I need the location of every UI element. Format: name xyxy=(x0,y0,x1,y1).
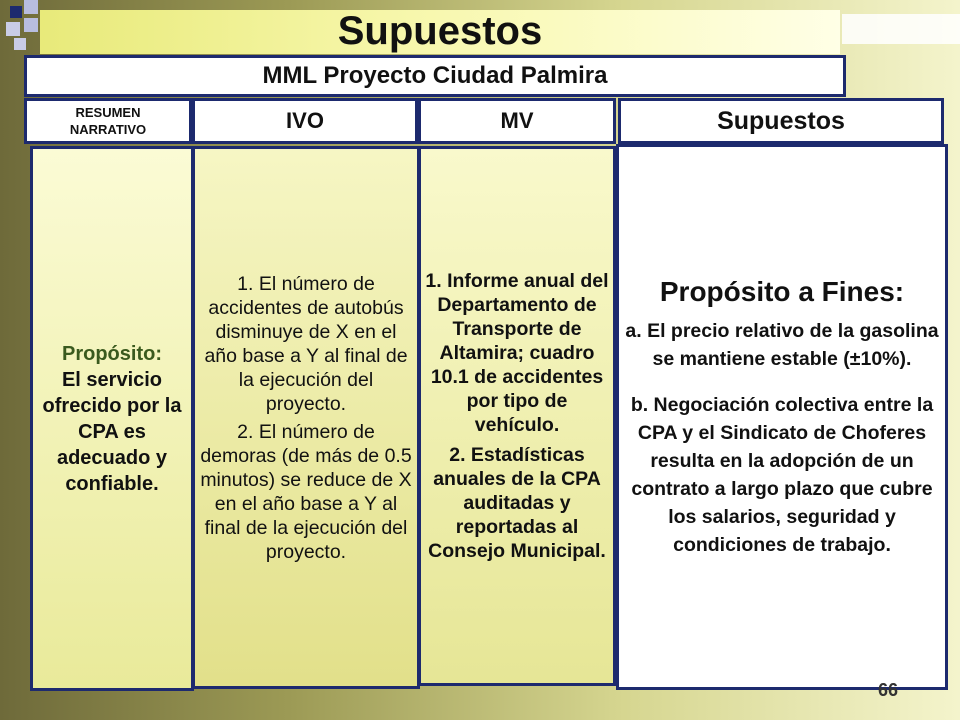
square-light xyxy=(24,18,38,32)
matrix-banner: MML Proyecto Ciudad Palmira xyxy=(24,55,846,97)
header-mv: MV xyxy=(418,98,616,144)
header-resumen-line2: NARRATIVO xyxy=(69,122,147,137)
header-resumen-narrativo xyxy=(24,98,192,144)
header-supuestos: Supuestos xyxy=(618,98,944,144)
ivo-item-2: 2. El número de demoras (de más de 0.5 minutos) se reduce de X en el año base a Y al final de la ejecución del proyecto. xyxy=(200,420,412,563)
column-mv xyxy=(418,146,616,686)
square-light xyxy=(24,0,38,14)
column-resumen xyxy=(30,146,194,691)
decorative-squares xyxy=(0,0,40,50)
slide-title: Supuestos xyxy=(337,9,543,53)
mv-item-1: 1. Informe anual del Departamento de Transporte de Altamira; cuadro 10.1 de accidentes por tipo de vehículo. xyxy=(425,270,609,436)
column-supuestos xyxy=(616,144,948,690)
header-ivo: IVO xyxy=(192,98,418,144)
square-light xyxy=(6,22,20,36)
supuestos-heading: Propósito a Fines: xyxy=(659,276,905,307)
supuestos-item-b: b. Negociación colectiva entre la CPA y el Sindicato de Choferes resulta en la adopción de un contrato a largo plazo que cubre los salarios, seguridad y condiciones de trabajo. xyxy=(630,394,934,556)
column-ivo xyxy=(192,146,420,689)
header-resumen-line1: RESUMEN xyxy=(75,105,141,120)
proposito-label: Propósito: xyxy=(62,342,162,365)
square-light xyxy=(14,38,26,50)
ivo-item-1: 1. El número de accidentes de autobús disminuye de X en el año base a Y al final de la ejecución del proyecto. xyxy=(204,272,408,415)
square-dark xyxy=(10,6,22,18)
title-band-right xyxy=(842,14,960,44)
supuestos-item-a: a. El precio relativo de la gasolina se mantiene estable (±10%). xyxy=(625,320,939,370)
page-number: 66 xyxy=(878,680,899,700)
mv-item-2: 2. Estadísticas anuales de la CPA auditadas y reportadas al Consejo Municipal. xyxy=(428,444,606,562)
proposito-text: El servicio ofrecido por la CPA es adecuado y confiable. xyxy=(42,368,182,495)
